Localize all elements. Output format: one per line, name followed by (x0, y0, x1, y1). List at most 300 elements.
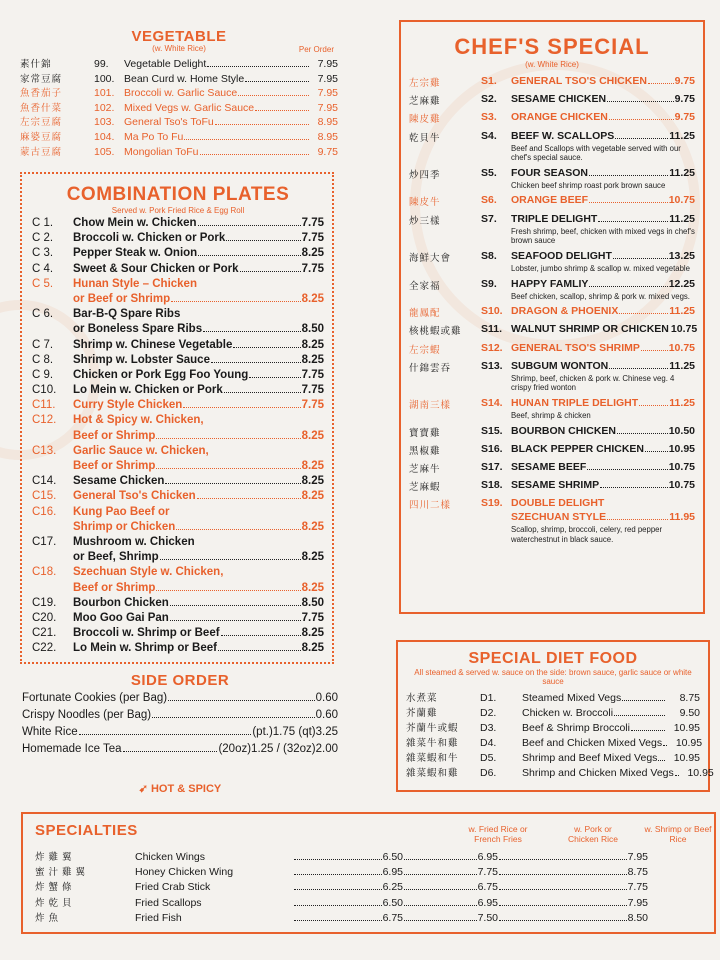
item-description: Scallop, shrimp, broccoli, celery, red pepper waterchestnut in black sauce. (511, 525, 663, 544)
dot-leader (184, 139, 309, 140)
chefs-special-item (409, 213, 695, 246)
dot-leader (589, 202, 668, 203)
chefs-special-item (409, 425, 695, 439)
item-chinese-name: 炸雞翼 (35, 852, 76, 863)
item-name: SESAME SHRIMP (511, 479, 600, 492)
item-code: C13. (32, 444, 57, 457)
dot-leader (499, 859, 627, 860)
dot-leader (152, 717, 315, 718)
item-code: D2. (480, 707, 497, 719)
item-body (511, 305, 695, 319)
dot-leader (607, 101, 673, 102)
dot-leader (79, 734, 252, 735)
item-name: Fried Scallops (135, 896, 202, 909)
chefs-special-item (409, 111, 695, 125)
item-price: 6.75 (382, 911, 403, 924)
specialty-item (35, 864, 704, 879)
item-body (73, 612, 324, 627)
dot-leader (294, 859, 382, 860)
item-code: S6. (481, 194, 497, 207)
item-price: 7.50 (477, 911, 498, 924)
combination-item (32, 263, 324, 278)
item-name: Curry Style Chicken (73, 399, 183, 412)
item-price: 11.25 (669, 305, 695, 318)
item-name: Broccoli w. Chicken or Pork (73, 232, 226, 245)
item-code: C11. (32, 399, 56, 412)
vegetable-section (20, 28, 338, 158)
dot-leader (255, 110, 309, 111)
dot-leader (156, 438, 300, 439)
chefs-special-item (409, 360, 695, 393)
item-code: S14. (481, 396, 503, 409)
item-body (511, 443, 695, 457)
dot-leader (156, 468, 300, 469)
item-price: 10.95 (668, 442, 695, 455)
chefs-special-item (409, 305, 695, 319)
item-name: TRIPLE DELIGHT (511, 212, 598, 225)
price-cell (293, 897, 403, 909)
item-line (73, 521, 324, 536)
item-code: S15. (481, 424, 503, 437)
item-line (511, 342, 695, 356)
dot-leader (224, 392, 301, 393)
item-code: D4. (480, 737, 497, 749)
chefs-special-item (409, 461, 695, 475)
item-chinese-name: 黑椒雞 (409, 445, 441, 457)
vegetable-item (20, 85, 338, 100)
item-price: 8.50 (301, 323, 324, 336)
item-code: C21. (32, 627, 57, 640)
item-line (511, 130, 695, 144)
combination-item (32, 384, 324, 399)
item-chinese-name: 麻婆豆腐 (20, 131, 63, 143)
item-chinese-name: 素什錦 (20, 59, 52, 70)
item-name: HUNAN TRIPLE DELIGHT (511, 396, 639, 409)
item-name: SESAME CHICKEN (511, 93, 607, 106)
item-price: 8.25 (301, 292, 324, 305)
dot-leader (218, 650, 301, 651)
item-name: Shrimp and Beef Mixed Vegs (522, 752, 658, 764)
side-order-item (22, 709, 338, 726)
item-line (511, 461, 695, 475)
item-chinese-name: 雜菜蝦和牛 (406, 753, 459, 764)
item-chinese-name: 炒四季 (409, 169, 441, 181)
item-price: 9.50 (679, 707, 700, 719)
item-price: 9.75 (674, 75, 695, 87)
item-name: General Tso's Chicken (73, 490, 196, 503)
dot-leader (609, 119, 674, 120)
item-code: D1. (480, 692, 497, 704)
price-cell (498, 881, 648, 893)
dot-leader (589, 286, 667, 287)
item-line (511, 497, 695, 511)
special-diet-item (406, 735, 703, 750)
item-price: 10.75 (668, 479, 695, 492)
dot-leader (404, 889, 477, 890)
item-price: 9.75 (674, 93, 695, 106)
item-code: C19. (32, 596, 57, 609)
item-line (73, 445, 324, 460)
item-code: S10. (481, 305, 503, 318)
chefs-special-item (409, 75, 695, 89)
price-cell (293, 851, 403, 863)
item-chinese-name: 魚香什菜 (20, 102, 63, 114)
item-price: 7.95 (627, 851, 648, 863)
item-price: 6.25 (382, 881, 403, 894)
chefs-special-item (409, 323, 698, 338)
column-header-shrimp-beef-rice: w. Shrimp or Beef Rice (644, 824, 712, 844)
item-name: Steamed Mixed Vegs (522, 692, 622, 704)
item-name: Chicken Wings (135, 851, 206, 863)
dot-leader (619, 313, 668, 314)
special-diet-item (406, 705, 700, 720)
chefs-special-item (409, 497, 695, 544)
combination-item (32, 627, 324, 642)
dot-leader (617, 433, 668, 434)
item-code: 105. (94, 145, 115, 158)
item-code: C 4. (32, 262, 54, 275)
vegetable-item (20, 114, 338, 129)
item-line (73, 475, 324, 490)
dot-leader (404, 874, 477, 875)
item-code: S5. (481, 166, 497, 179)
item-line (73, 597, 324, 612)
item-name: Bourbon Chicken (73, 596, 169, 609)
item-price: 7.75 (627, 881, 648, 894)
item-chinese-name: 芝麻蝦 (409, 482, 441, 494)
dot-leader (165, 483, 300, 484)
item-line (73, 369, 324, 384)
item-line (73, 217, 324, 232)
chefs-special-item (409, 443, 695, 457)
item-body (73, 339, 324, 354)
item-chinese-name: 四川二樣 (409, 500, 452, 512)
item-price: 10.95 (675, 737, 703, 749)
item-name: Sweet & Sour Chicken or Pork (73, 262, 239, 275)
item-description: Shrimp, beef, chicken & pork w. Chinese veg. 4 crispy fried wonton (511, 373, 675, 393)
item-price: 7.95 (627, 896, 648, 909)
item-body (511, 360, 695, 393)
side-order-list (22, 692, 338, 760)
item-chinese-name: 芝麻牛 (409, 464, 441, 475)
dot-leader (499, 920, 627, 921)
vegetable-subtitle: (w. White Rice) (152, 44, 206, 53)
item-code: C20. (32, 611, 57, 624)
dot-leader (198, 225, 301, 226)
dot-leader (404, 905, 477, 906)
price-cell (403, 881, 498, 893)
chefs-special-item (409, 397, 695, 421)
item-body (73, 627, 324, 642)
item-body (511, 342, 695, 356)
item-body (511, 461, 695, 475)
item-chinese-name: 全家福 (409, 280, 441, 292)
item-price: 7.75 (301, 368, 324, 381)
item-name: GENERAL TSO'S SHRIMP (511, 341, 640, 354)
item-name: Moo Goo Gai Pan (73, 611, 169, 624)
item-price: 6.95 (382, 866, 403, 879)
dot-leader (607, 519, 668, 520)
dot-leader (203, 331, 301, 332)
item-body (73, 490, 324, 505)
item-chinese-name: 海鮮大會 (409, 252, 452, 264)
combination-item (32, 339, 324, 354)
item-name: Garlic Sauce w. Chicken, (73, 444, 209, 457)
item-line (73, 354, 324, 369)
chefs-special-section (399, 20, 705, 614)
item-chinese-name: 芥蘭雞 (406, 708, 438, 719)
vegetable-item (20, 100, 338, 115)
item-name: Beef or Shrimp (73, 429, 156, 442)
item-chinese-name: 什錦雲吞 (409, 362, 452, 374)
item-name: Bar-B-Q Spare Ribs (73, 308, 181, 321)
item-price: 10.75 (668, 461, 695, 473)
item-name: Chicken w. Broccoli (522, 707, 614, 719)
item-price: 8.25 (301, 581, 324, 594)
dot-leader (170, 620, 301, 621)
specialties-title: SPECIALTIES (35, 822, 138, 839)
item-code: C15. (32, 490, 57, 503)
price-cell (293, 912, 403, 924)
item-body (73, 278, 324, 308)
item-code: C 9. (32, 368, 54, 381)
item-name: ORANGE CHICKEN (511, 111, 608, 124)
item-code: C 6. (32, 308, 54, 321)
chefs-special-item (409, 479, 695, 493)
item-price: 8.50 (627, 911, 648, 924)
item-price: 7.75 (301, 611, 324, 624)
specialty-item (35, 879, 704, 894)
chefs-special-subtitle: (w. White Rice) (525, 60, 579, 69)
vegetable-item (20, 144, 338, 159)
item-name: Honey Chicken Wing (135, 866, 234, 879)
item-price: 10.75 (668, 341, 695, 354)
combination-subtitle: Served w. Pork Fried Rice & Egg Roll (111, 206, 245, 215)
dot-leader (600, 487, 668, 488)
item-body (73, 642, 324, 657)
item-chinese-name: 芝麻雞 (409, 96, 441, 108)
item-price: 8.25 (301, 627, 324, 640)
item-price: 7.75 (301, 384, 324, 397)
item-name: Hot & Spicy w. Chicken, (73, 414, 204, 427)
specialty-item (35, 849, 704, 864)
column-header-pork-chicken-rice: w. Pork or Chicken Rice (567, 824, 619, 844)
item-name: Kung Pao Beef or (73, 505, 170, 518)
item-price: 10.95 (673, 722, 700, 734)
item-body (73, 399, 324, 414)
item-name: SUBGUM WONTON (511, 359, 609, 372)
item-name: Chow Mein w. Chicken (73, 217, 197, 229)
item-line (73, 308, 324, 323)
item-body (511, 111, 695, 125)
item-code: 104. (94, 130, 115, 143)
dot-leader (404, 859, 477, 860)
item-price: 11.25 (669, 212, 695, 225)
combination-item (32, 354, 324, 369)
item-code: S13. (481, 359, 503, 372)
item-body (511, 278, 695, 302)
item-code: 103. (94, 116, 115, 129)
combination-item (32, 308, 324, 338)
item-name: Pepper Steak w. Onion (73, 247, 198, 260)
item-body (73, 384, 324, 399)
item-line (511, 93, 695, 107)
dot-leader (631, 730, 665, 731)
combination-item (32, 278, 324, 308)
item-line (73, 460, 324, 475)
dot-leader (615, 138, 668, 139)
item-body (511, 250, 695, 274)
item-chinese-name: 蒙古豆腐 (20, 146, 63, 158)
vegetable-item (20, 56, 338, 71)
combination-item (32, 414, 324, 444)
item-line (73, 339, 324, 354)
item-code: C22. (32, 642, 57, 655)
item-line (73, 536, 324, 551)
dot-leader (294, 874, 382, 875)
item-price: 9.75 (674, 111, 695, 124)
item-price: 10.95 (673, 752, 700, 764)
chefs-special-item (409, 250, 695, 274)
item-description: Fresh shrimp, beef, chicken with mixed vegs in chef's brown sauce (511, 226, 695, 246)
item-price: 7.95 (317, 58, 338, 70)
item-description: Beef and Scallops with vegetable served with our chef's special sauce. (511, 143, 681, 163)
item-name: or Beef, Shrimp (73, 551, 159, 564)
dot-leader (663, 745, 667, 746)
item-price: 8.25 (301, 338, 324, 351)
item-code: 99. (94, 58, 109, 70)
item-body (73, 232, 324, 247)
item-line (73, 612, 324, 627)
item-price: 0.60 (315, 692, 338, 704)
dot-leader (198, 255, 300, 256)
dot-leader (160, 559, 301, 560)
item-body (511, 167, 695, 191)
dot-leader (176, 529, 300, 530)
side-order-item (22, 692, 338, 709)
item-body (511, 497, 695, 544)
item-code: C14. (32, 475, 57, 488)
item-price: 10.75 (668, 194, 695, 207)
item-code: C10. (32, 384, 57, 397)
special-diet-item (406, 750, 700, 765)
item-chinese-name: 陳皮雞 (409, 114, 441, 126)
item-description: Beef, shrimp & chicken (511, 410, 591, 420)
item-body (511, 213, 695, 246)
item-line (511, 75, 695, 89)
vegetable-item (20, 129, 338, 144)
item-price: 0.60 (315, 709, 338, 721)
combination-item (32, 247, 324, 262)
dot-leader (598, 221, 668, 222)
item-code: S18. (481, 479, 503, 492)
item-price: 6.50 (382, 851, 403, 863)
item-name: Lo Mein w. Chicken or Pork (73, 384, 223, 397)
hot-spicy-note (22, 782, 338, 795)
dot-leader (648, 83, 674, 84)
dot-leader (240, 271, 301, 272)
item-line (511, 443, 695, 457)
price-cell (498, 851, 648, 863)
item-price: 7.75 (301, 262, 324, 275)
item-name: GENERAL TSO'S CHICKEN (511, 75, 647, 87)
combination-item (32, 536, 324, 566)
item-chinese-name: 左宗豆腐 (20, 117, 63, 129)
item-name: Shrimp or Chicken (73, 520, 176, 533)
dot-leader (215, 124, 309, 125)
chefs-special-title: CHEF'S SPECIAL (454, 34, 650, 59)
item-line (73, 399, 324, 414)
item-chinese-name: 乾貝牛 (409, 132, 441, 144)
item-chinese-name: 魚香茄子 (20, 88, 63, 100)
item-line (511, 250, 695, 264)
item-code: S8. (481, 249, 497, 262)
item-line (73, 627, 324, 642)
item-price: 9.75 (317, 145, 338, 158)
combination-title: COMBINATION PLATES (66, 184, 290, 205)
item-body (73, 597, 324, 612)
item-body (511, 75, 695, 89)
item-chinese-name: 炒三樣 (409, 215, 441, 227)
item-name: Sesame Chicken (73, 475, 165, 488)
dot-leader (675, 775, 679, 776)
item-code: C12. (32, 414, 57, 427)
item-line (73, 642, 324, 657)
item-chinese-name: 水煮菜 (406, 693, 438, 704)
price-cell (498, 866, 648, 878)
item-price: 11.25 (669, 129, 695, 142)
item-chinese-name: 湖南三樣 (409, 399, 452, 411)
item-line (511, 323, 697, 337)
item-price: 7.95 (317, 72, 338, 85)
item-name: or Beef or Shrimp (73, 292, 171, 305)
dot-leader (609, 368, 668, 369)
item-code: C 8. (32, 353, 54, 366)
item-price: 12.25 (668, 277, 695, 290)
dot-leader (200, 154, 309, 155)
item-line (73, 506, 324, 521)
chefs-special-item (409, 167, 695, 191)
combination-item (32, 490, 324, 505)
item-line (73, 293, 324, 308)
item-code: 101. (94, 87, 115, 100)
combination-list (32, 217, 324, 657)
item-body (73, 445, 324, 475)
item-name: Beef and Chicken Mixed Vegs (522, 737, 663, 749)
chefs-special-item (409, 278, 695, 302)
price-cell (403, 851, 498, 863)
dot-leader (613, 258, 668, 259)
item-line (511, 360, 695, 374)
dot-leader (641, 350, 668, 351)
item-code: C18. (32, 566, 57, 579)
combination-item (32, 597, 324, 612)
item-name: SEAFOOD DELIGHT (511, 249, 612, 262)
item-name: Crispy Noodles (per Bag) (22, 709, 152, 721)
item-line (73, 247, 324, 262)
item-line (511, 479, 695, 493)
vegetable-list (20, 56, 338, 158)
dot-leader (197, 498, 301, 499)
item-price: 8.25 (301, 490, 324, 503)
item-code: S4. (481, 129, 497, 142)
item-chinese-name: 左宗蝦 (409, 344, 441, 356)
item-name: Mushroom w. Chicken (73, 535, 195, 548)
specialties-list (35, 849, 704, 925)
item-description: Beef chicken, scallop, shrimp & pork w. mixed vegs. (511, 291, 690, 301)
item-price: 11.25 (669, 166, 695, 179)
item-name: Beef & Shrimp Broccoli (522, 722, 630, 734)
